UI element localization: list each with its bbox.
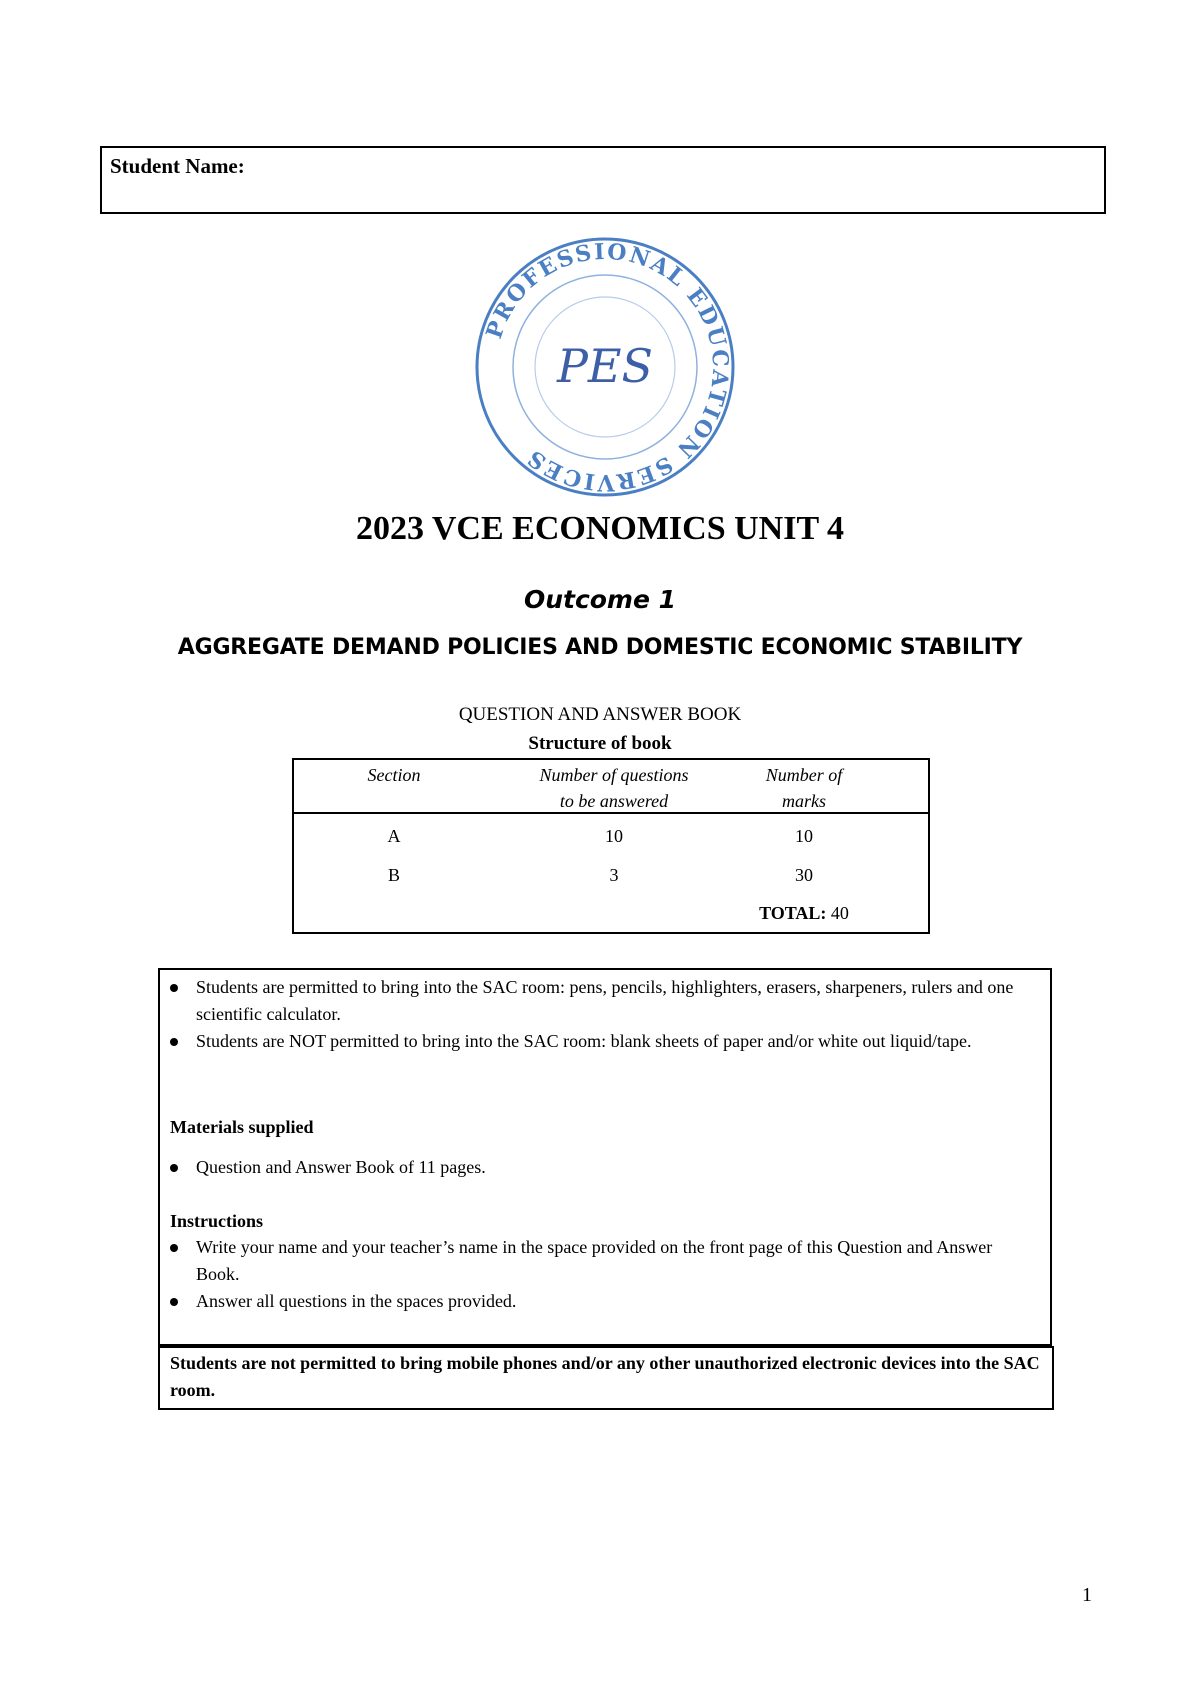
table-row: [294, 826, 928, 856]
book-heading: QUESTION AND ANSWER BOOK: [458, 704, 742, 725]
row-marks: 10: [795, 826, 813, 846]
document-title: 2023 VCE ECONOMICS UNIT 4: [355, 510, 845, 547]
list-item: Students are permitted to bring into the SAC room: pens, pencils, highlighters, erasers, sharpeners, rulers and one scientific calculator.: [170, 974, 1040, 1028]
materials-heading: Materials supplied: [170, 1117, 314, 1137]
student-name-label: Student Name:: [110, 154, 245, 178]
col-questions: Number of questions to be answered: [539, 765, 689, 811]
row-marks: 30: [795, 865, 813, 885]
bullet-icon: [170, 1164, 178, 1172]
list-item: Write your name and your teacher’s name in the space provided on the front page of this Question and Answer Book.: [170, 1234, 1040, 1288]
instructions-box: [158, 968, 1052, 1346]
structure-heading: Structure of book: [528, 733, 672, 754]
list-item: Question and Answer Book of 11 pages.: [170, 1154, 1040, 1181]
row-questions: 3: [609, 865, 619, 885]
col-marks: Number of marks: [765, 765, 843, 811]
bullet-icon: [170, 1038, 178, 1046]
row-questions: 10: [605, 826, 623, 846]
student-name-field[interactable]: [100, 146, 1106, 214]
list-item: Students are NOT permitted to bring into the SAC room: blank sheets of paper and/or white out liquid/tape.: [170, 1028, 1040, 1055]
pes-logo: [470, 232, 740, 502]
warning-notice: Students are not permitted to bring mobile phones and/or any other unauthorized electronic devices into the SAC room.: [158, 1346, 1054, 1410]
total-marks: TOTAL: 40: [759, 903, 849, 923]
table-row: [294, 865, 928, 895]
table-total-row: [294, 903, 928, 933]
bullet-icon: [170, 984, 178, 992]
structure-table-header: [294, 760, 928, 814]
row-section: B: [387, 865, 400, 885]
outcome-heading: Outcome 1: [523, 585, 677, 614]
row-section: A: [387, 826, 401, 846]
outcome-subtitle: AGGREGATE DEMAND POLICIES AND DOMESTIC ECONOMIC STABILITY: [177, 635, 1023, 660]
logo-ring-text: PROFESSIONAL EDUCATION SERVICES: [481, 238, 734, 496]
page-number: 1: [1082, 1584, 1092, 1606]
col-section: Section: [367, 765, 421, 785]
structure-table: [292, 758, 930, 934]
bullet-icon: [170, 1244, 178, 1252]
bullet-icon: [170, 1298, 178, 1306]
instructions-heading: Instructions: [170, 1211, 264, 1231]
logo-monogram: PES: [556, 339, 654, 393]
list-item: Answer all questions in the spaces provided.: [170, 1288, 1040, 1315]
